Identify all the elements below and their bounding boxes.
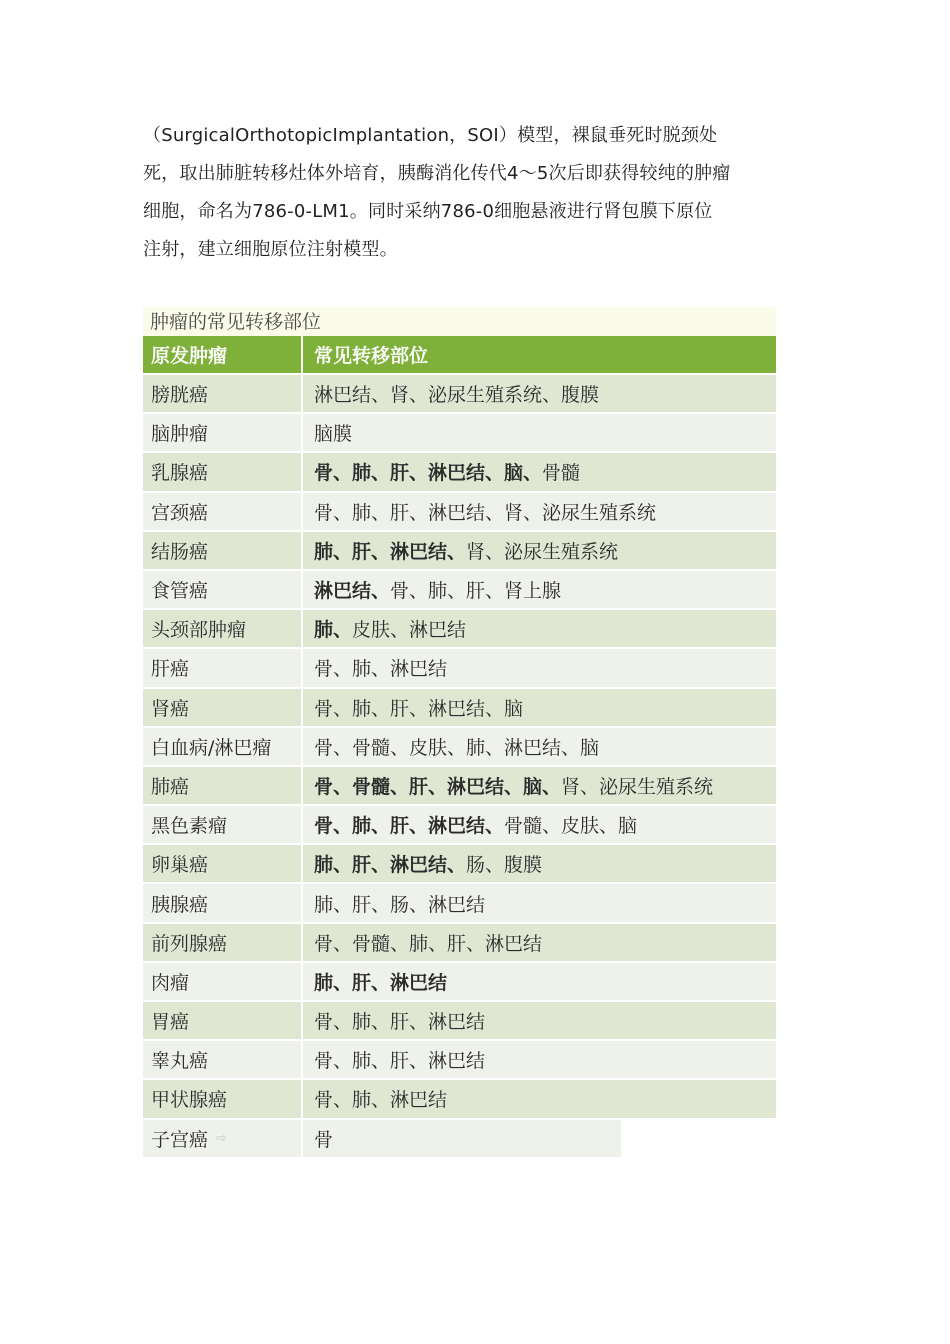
metastasis-sites-cell bbox=[303, 532, 776, 569]
table-row bbox=[143, 922, 776, 961]
primary-tumor-cell bbox=[143, 924, 303, 961]
metastasis-sites-cell bbox=[303, 414, 776, 451]
primary-tumor-text: 宫颈癌 bbox=[151, 501, 209, 524]
table-row bbox=[143, 882, 776, 921]
metastasis-sites-cell bbox=[303, 845, 776, 882]
metastasis-sites-cell bbox=[303, 375, 776, 412]
metastasis-sites-cell bbox=[303, 689, 776, 726]
table-row bbox=[143, 569, 776, 608]
table-row bbox=[143, 1078, 776, 1117]
common-sites-bold: 肺、肝、淋巴结、 bbox=[314, 540, 467, 563]
primary-tumor-text: 睾丸癌 bbox=[151, 1050, 209, 1073]
metastasis-table bbox=[143, 307, 776, 1157]
paragraph-line: 注射，建立细胞原位注射模型。 bbox=[143, 239, 398, 260]
metastasis-sites-cell bbox=[303, 571, 776, 608]
other-sites: 肾、泌尿生殖系统 bbox=[561, 775, 714, 798]
common-sites-bold: 骨、骨髓、肝、淋巴结、脑、 bbox=[314, 775, 562, 798]
table-row bbox=[143, 1000, 776, 1039]
primary-tumor-text: 胰腺癌 bbox=[151, 893, 209, 916]
table-row bbox=[143, 647, 776, 686]
primary-tumor-text: 白血病/淋巴瘤 bbox=[151, 736, 272, 759]
table-row bbox=[143, 765, 776, 804]
table-row bbox=[143, 373, 776, 412]
primary-tumor-text: 食管癌 bbox=[151, 580, 209, 603]
metastasis-sites-cell bbox=[303, 884, 776, 921]
table-row bbox=[143, 412, 776, 451]
metastasis-sites-cell bbox=[303, 610, 776, 647]
primary-tumor-text: 肉瘤 bbox=[151, 971, 190, 994]
other-sites: 淋巴结、肾、泌尿生殖系统、腹膜 bbox=[314, 384, 600, 407]
primary-tumor-text: 乳腺癌 bbox=[151, 462, 209, 485]
table-row bbox=[143, 687, 776, 726]
metastasis-sites-cell bbox=[303, 649, 776, 686]
common-sites-bold: 肺、肝、淋巴结、 bbox=[314, 854, 467, 877]
other-sites: 骨、骨髓、肺、肝、淋巴结 bbox=[314, 932, 543, 955]
primary-tumor-cell bbox=[143, 1080, 303, 1117]
primary-tumor-text: 头颈部肿瘤 bbox=[151, 619, 247, 642]
other-sites: 皮肤、淋巴结 bbox=[352, 619, 467, 642]
metastasis-sites-cell bbox=[303, 1041, 776, 1078]
primary-tumor-cell bbox=[143, 414, 303, 451]
metastasis-sites-cell bbox=[303, 728, 776, 765]
table-row bbox=[143, 843, 776, 882]
return-arrow-icon: ⇨ bbox=[216, 1130, 227, 1146]
primary-tumor-cell bbox=[143, 963, 303, 1000]
table-row bbox=[143, 1118, 621, 1157]
table-row bbox=[143, 530, 776, 569]
header-metastasis-sites: 常见转移部位 bbox=[314, 345, 429, 367]
other-sites: 骨髓、皮肤、脑 bbox=[504, 815, 638, 838]
other-sites: 骨、肺、肝、淋巴结、肾、泌尿生殖系统 bbox=[314, 501, 657, 524]
table-title: 肿瘤的常见转移部位 bbox=[143, 307, 776, 336]
primary-tumor-text: 膀胱癌 bbox=[151, 384, 209, 407]
table-body bbox=[143, 373, 776, 1157]
primary-tumor-cell bbox=[143, 453, 303, 490]
table-row bbox=[143, 1039, 776, 1078]
other-sites: 骨、肺、肝、淋巴结 bbox=[314, 1050, 486, 1073]
common-sites-bold: 骨、肺、肝、淋巴结、脑、 bbox=[314, 462, 543, 485]
metastasis-sites-cell bbox=[303, 1080, 776, 1117]
other-sites: 骨、肺、淋巴结 bbox=[314, 1089, 448, 1112]
table-row bbox=[143, 804, 776, 843]
table-row bbox=[143, 726, 776, 765]
primary-tumor-cell bbox=[143, 571, 303, 608]
header-primary-tumor: 原发肿瘤 bbox=[143, 336, 303, 373]
primary-tumor-cell bbox=[143, 845, 303, 882]
other-sites: 肠、腹膜 bbox=[466, 854, 543, 877]
primary-tumor-cell bbox=[143, 884, 303, 921]
paragraph-line: 细胞，命名为786-0-LM1。同时采纳786-0细胞悬液进行肾包膜下原位 bbox=[143, 201, 713, 222]
primary-tumor-cell bbox=[143, 1002, 303, 1039]
table-row bbox=[143, 491, 776, 530]
primary-tumor-text: 子宫癌 bbox=[151, 1128, 209, 1151]
metastasis-sites-cell bbox=[303, 1002, 776, 1039]
common-sites-bold: 骨、肺、肝、淋巴结、 bbox=[314, 815, 505, 838]
other-sites: 骨 bbox=[314, 1128, 334, 1151]
primary-tumor-cell bbox=[143, 1120, 303, 1157]
primary-tumor-text: 脑肿瘤 bbox=[151, 423, 209, 446]
primary-tumor-cell bbox=[143, 649, 303, 686]
primary-tumor-text: 肝癌 bbox=[151, 658, 190, 681]
common-sites-bold: 淋巴结、 bbox=[314, 580, 391, 603]
primary-tumor-cell bbox=[143, 375, 303, 412]
body-paragraph bbox=[143, 117, 813, 269]
table-header-row bbox=[143, 336, 776, 373]
primary-tumor-cell bbox=[143, 1041, 303, 1078]
other-sites: 脑膜 bbox=[314, 423, 353, 446]
table-row bbox=[143, 451, 776, 490]
other-sites: 骨、肺、肝、肾上腺 bbox=[390, 580, 562, 603]
primary-tumor-text: 甲状腺癌 bbox=[151, 1089, 228, 1112]
metastasis-sites-cell bbox=[303, 1120, 620, 1157]
common-sites-bold: 肺、 bbox=[314, 619, 353, 642]
other-sites: 肺、肝、肠、淋巴结 bbox=[314, 893, 486, 916]
metastasis-sites-cell bbox=[303, 493, 776, 530]
primary-tumor-cell bbox=[143, 610, 303, 647]
primary-tumor-cell bbox=[143, 728, 303, 765]
paragraph-line: （SurgicalOrthotopicImplantation，SOI）模型，裸鼠垂死时脱颈处 bbox=[143, 125, 718, 146]
primary-tumor-text: 肾癌 bbox=[151, 697, 190, 720]
primary-tumor-text: 黑色素瘤 bbox=[151, 815, 228, 838]
other-sites: 骨、肺、肝、淋巴结 bbox=[314, 1011, 486, 1034]
primary-tumor-cell bbox=[143, 493, 303, 530]
other-sites: 骨、肺、肝、淋巴结、脑 bbox=[314, 697, 524, 720]
metastasis-sites-cell bbox=[303, 924, 776, 961]
metastasis-sites-cell bbox=[303, 806, 776, 843]
metastasis-sites-cell bbox=[303, 453, 776, 490]
primary-tumor-text: 结肠癌 bbox=[151, 540, 209, 563]
primary-tumor-text: 肺癌 bbox=[151, 775, 190, 798]
primary-tumor-text: 胃癌 bbox=[151, 1011, 190, 1034]
primary-tumor-text: 卵巢癌 bbox=[151, 854, 209, 877]
other-sites: 骨、骨髓、皮肤、肺、淋巴结、脑 bbox=[314, 736, 600, 759]
primary-tumor-text: 前列腺癌 bbox=[151, 932, 228, 955]
other-sites: 骨髓 bbox=[542, 462, 581, 485]
other-sites: 骨、肺、淋巴结 bbox=[314, 658, 448, 681]
metastasis-sites-cell bbox=[303, 963, 776, 1000]
other-sites: 肾、泌尿生殖系统 bbox=[466, 540, 619, 563]
primary-tumor-cell bbox=[143, 532, 303, 569]
table-row bbox=[143, 961, 776, 1000]
paragraph-line: 死，取出肺脏转移灶体外培育，胰酶消化传代4～5次后即获得较纯的肿瘤 bbox=[143, 163, 731, 184]
primary-tumor-cell bbox=[143, 806, 303, 843]
metastasis-sites-cell bbox=[303, 767, 776, 804]
table-row bbox=[143, 608, 776, 647]
primary-tumor-cell bbox=[143, 689, 303, 726]
primary-tumor-cell bbox=[143, 767, 303, 804]
common-sites-bold: 肺、肝、淋巴结 bbox=[314, 971, 448, 994]
